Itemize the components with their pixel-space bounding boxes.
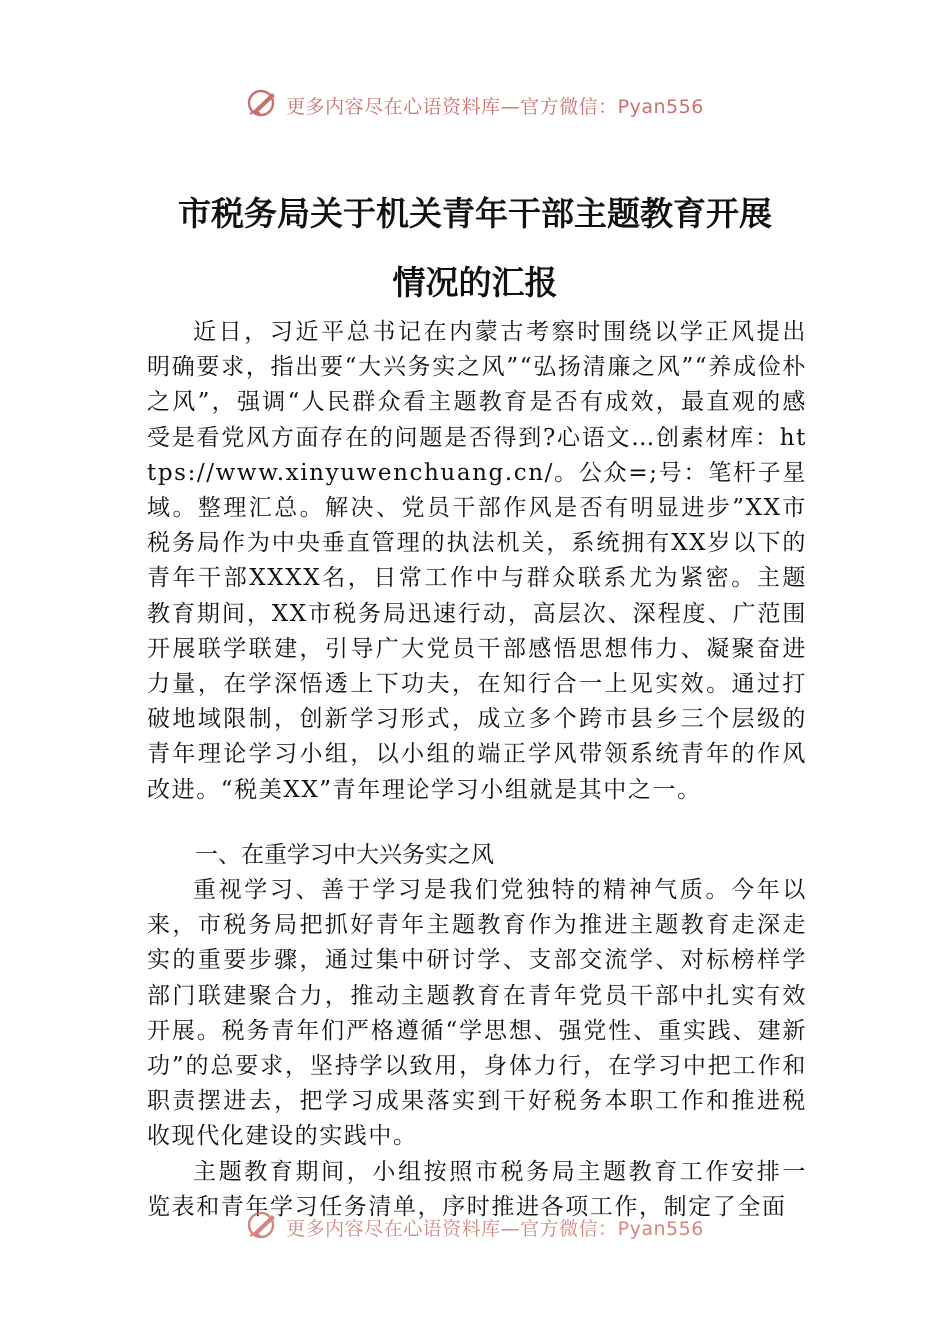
paragraph-text: 重视学习、善于学习是我们党独特的精神气质。今年以来，市税务局把抓好青年主题教育作为推进主题教育走深走实的重要步骤，通过集中研讨学、支部交流学、对标榜样学部门联建聚合力，推动主题教育在青年党员干部中扎实有效开展。税务青年们严格遵循“学思想、强党性、重实践、建新功”的总要求，坚持学以致用，身体力行，在学习中把工作和职责摆进去，把学习成果落实到干好税务本职工作和推进税收现代化建设的实践中。 xyxy=(147,877,807,1150)
paragraph-intro xyxy=(147,315,807,808)
paragraph-section-1 xyxy=(147,873,807,1222)
document-title-line-1: 市税务局关于机关青年干部主题教育开展 xyxy=(178,194,772,233)
document-title-line-2: 情况的汇报 xyxy=(392,263,558,302)
watermark-text: 更多内容尽在心语资料库—官方微信：Pyan556 xyxy=(286,96,704,118)
footer-watermark xyxy=(0,1210,950,1245)
pen-logo-icon xyxy=(246,1210,280,1245)
paragraph-text: 近日，习近平总书记在内蒙古考察时围绕以学正风提出明确要求，指出要“大兴务实之风”“弘扬清廉之风”“养成俭朴之风”，强调“人民群众看主题教育是否有成效，最直观的感受是看党风方面存在的问题是否得到?心语文…创素材库：https://www.xinyuwenchuang.cn/。公众=;号：笔杆子星域。整理汇总。解决、党员干部作风是否有明显进步”XX市税务局作为中央垂直管理的执法机关，系统拥有XX岁以下的青年干部XXXX名，日常工作中与群众联系尤为紧密。主题教育期间，XX市税务局迅速行动，高层次、深程度、广范围开展联学联建，引导广大党员干部感悟思想伟力、凝聚奋进力量，在学深悟透上下功夫，在知行合一上见实效。通过打破地域限制，创新学习形式，成立多个跨市县乡三个层级的青年理论学习小组，以小组的端正学风带领系统青年的作风改进。“税美XX”青年理论学习小组就是其中之一。 xyxy=(147,319,807,803)
watermark-text: 更多内容尽在心语资料库—官方微信：Pyan556 xyxy=(286,1218,704,1240)
section-heading-1: 一、在重学习中大兴务实之风 xyxy=(195,842,494,868)
paragraph-text: 主题教育期间，小组按照市税务局主题教育工作安排一览表和青年学习任务清单，序时推进各项工作，制定了全面 xyxy=(147,1158,807,1220)
